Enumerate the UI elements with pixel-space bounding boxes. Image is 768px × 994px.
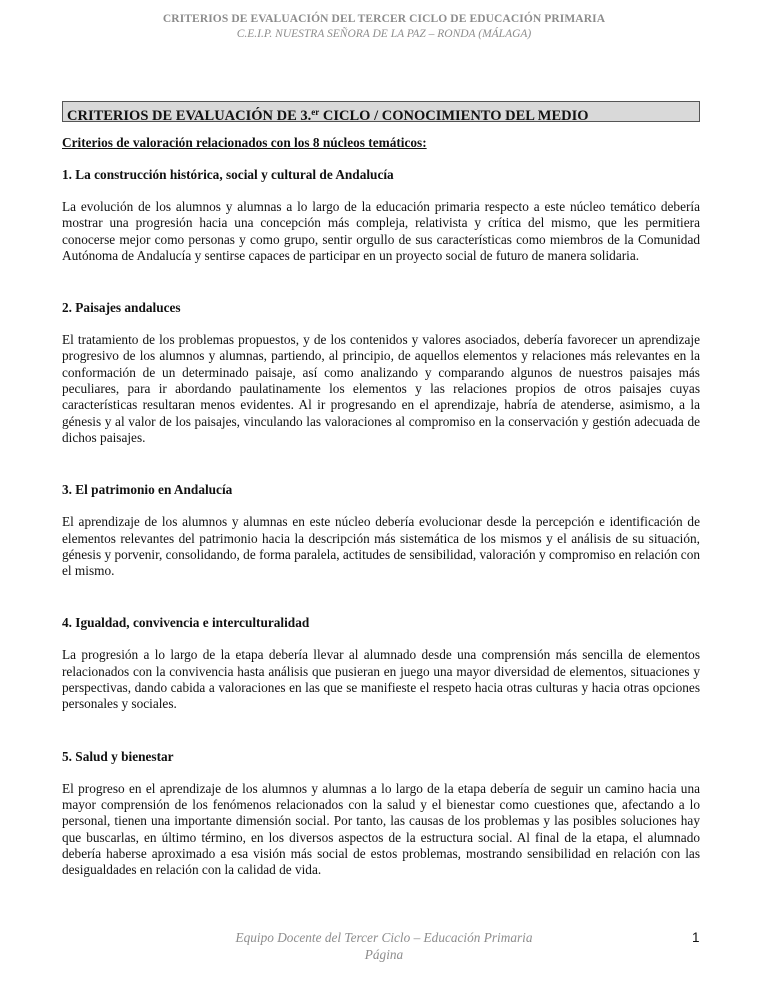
header-title: CRITERIOS DE EVALUACIÓN DEL TERCER CICLO DE EDUCACIÓN PRIMARIA xyxy=(162,13,606,25)
section-text: El tratamiento de los problemas propuestos, y de los contenidos y valores asociados, debería favorecer un aprendizaje progresivo de los alumnos y alumnas, partiendo, al principio, de aquellos elementos y relaciones más relevantes en la conformación de un determinado paisaje, así como analizando y comparando algunos de nuestros paisajes más peculiares, para ir abordando paulatinamente los elementos y las relaciones propios de otros paisajes cuyas características resultaran menos evidentes. Al ir progresando en el aprendizaje, habría de atenderse, asimismo, a la génesis y al valor de los paisajes, vinculando las valoraciones al compromiso en la conservación y gestión adecuada de dichos paisajes. xyxy=(62,332,700,445)
footer-page-label: Página xyxy=(364,947,404,962)
section-title: 2. Paisajes andaluces xyxy=(62,300,181,316)
section-text: La evolución de los alumnos y alumnas a lo largo de la educación primaria respecto a este núcleo temático debería mostrar una progresión hacia una concepción más compleja, relativista y crítica del mismo, que les permitiera conocerse mejor como personas y como grupo, sentir orgullo de sus características como miembros de la Comunidad Autónoma de Andalucía y sentirse capaces de participar en un proyecto social de futuro de manera solidaria. xyxy=(62,199,700,263)
section-title: 3. El patrimonio en Andalucía xyxy=(62,482,233,498)
section-5 xyxy=(62,749,700,879)
page-number: 1 xyxy=(692,930,700,945)
footer-text xyxy=(0,929,768,963)
section-title: 4. Igualdad, convivencia e interculturalidad xyxy=(62,615,310,631)
document-title-box xyxy=(62,101,700,122)
criteria-subtitle: Criterios de valoración relacionados con los 8 núcleos temáticos: xyxy=(62,135,427,150)
title-superscript: er xyxy=(311,107,320,117)
title-suffix: CICLO / CONOCIMIENTO DEL MEDIO xyxy=(319,108,589,124)
document-body xyxy=(62,101,700,878)
section-text: El aprendizaje de los alumnos y alumnas en este núcleo debería evolucionar desde la percepción e identificación de elementos relevantes del patrimonio hacia la descripción más sistemática de los mismos y el análisis de su situación, génesis y porvenir, consolidando, de forma paralela, actitudes de sensibilidad, valoración y compromiso en relación con el mismo. xyxy=(62,514,700,579)
section-1 xyxy=(62,167,700,264)
title-prefix: CRITERIOS DE EVALUACIÓN DE 3. xyxy=(67,108,312,124)
section-4 xyxy=(62,615,700,712)
header-school: C.E.I.P. NUESTRA SEÑORA DE LA PAZ – RONDA (MÁLAGA) xyxy=(236,28,532,40)
section-title: 1. La construcción histórica, social y cultural de Andalucía xyxy=(62,167,394,182)
page-header xyxy=(0,12,768,42)
section-2 xyxy=(62,300,700,446)
section-title: 5. Salud y bienestar xyxy=(62,748,174,764)
section-text: La progresión a lo largo de la etapa debería llevar al alumnado desde una comprensión más sencilla de elementos relacionados con la convivencia hasta análisis que pusieran en juego una mayor diversidad de elementos, situaciones y perspectivas, dando cabida a valoraciones en las que se manifieste el respeto hacia otras culturas y hacia otras opciones personales y sociales. xyxy=(62,647,700,712)
section-text: El progreso en el aprendizaje de los alumnos y alumnas a lo largo de la etapa debería de seguir un camino hacia una mayor comprensión de los fenómenos relacionados con la salud y el bienestar como cuestiones que, afectando a lo personal, tienen una importante dimensión social. Por tanto, las causas de los problemas y las posibles soluciones hay que buscarlas, en último término, en los diversos aspectos de la estructura social. Al final de la etapa, el alumnado debería haberse aproximado a esa visión más social de estos problemas, mostrando sensibilidad en relación con las desigualdades en relación con la calidad de vida. xyxy=(62,780,700,878)
footer-team: Equipo Docente del Tercer Ciclo – Educación Primaria xyxy=(235,930,533,945)
section-3 xyxy=(62,482,700,579)
